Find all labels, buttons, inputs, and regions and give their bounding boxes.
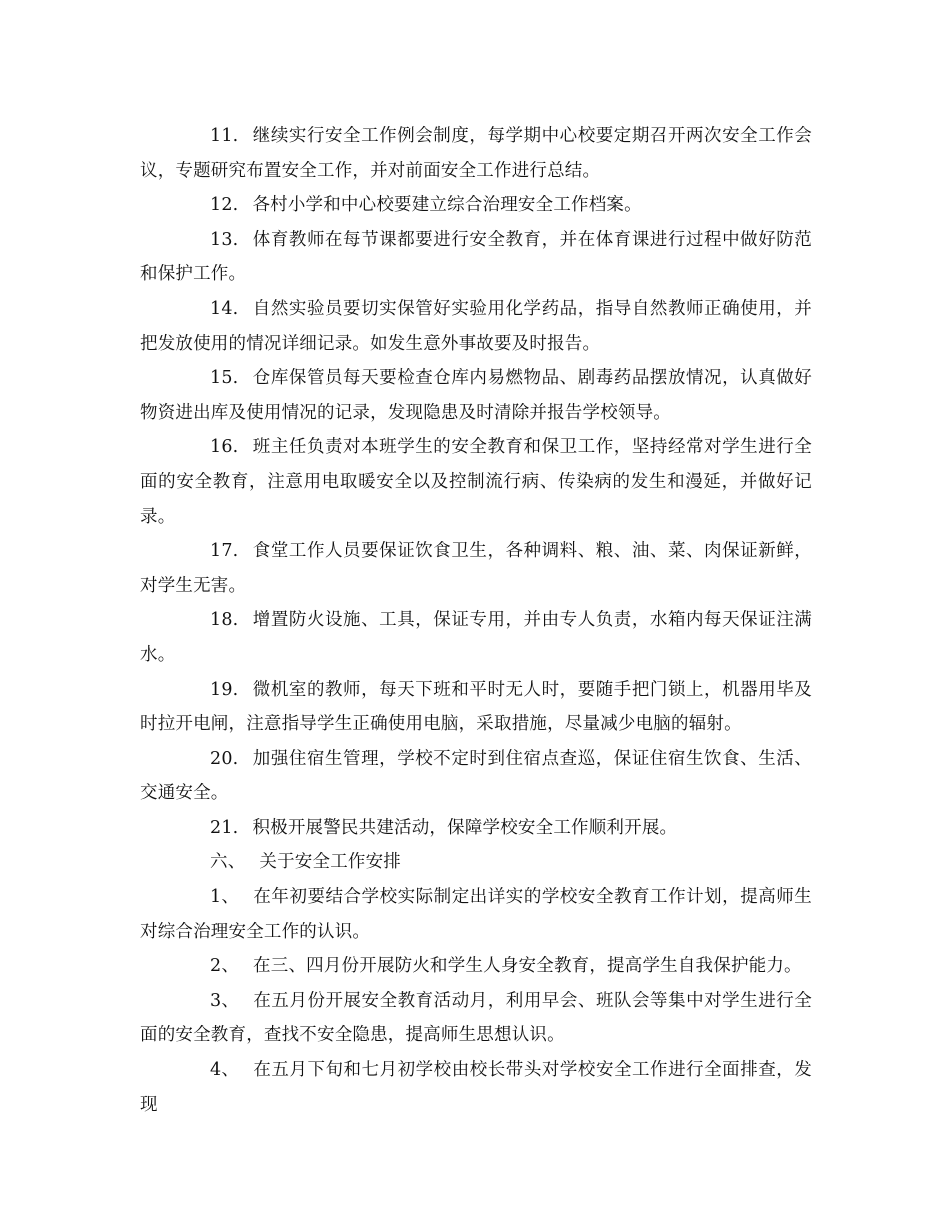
paragraph-number: 13. bbox=[210, 229, 239, 250]
paragraph-text: 积极开展警民共建活动，保障学校安全工作顺利开展。 bbox=[252, 817, 678, 838]
paragraph-item-18 bbox=[140, 603, 812, 672]
paragraph-text: 仓库保管员每天要检查仓库内易燃物品、剧毒药品摆放情况，认真做好物资进出库及使用情况的记录，发现隐患及时清除并报告学校领导。 bbox=[140, 368, 812, 423]
paragraph-number: 12. bbox=[210, 195, 239, 216]
paragraph-number: 16. bbox=[210, 437, 239, 458]
paragraph-text: 增置防火设施、工具，保证专用，并由专人负责，水箱内每天保证注满水。 bbox=[140, 610, 812, 665]
paragraph-item-20 bbox=[140, 742, 812, 811]
paragraph-number: 15. bbox=[210, 368, 239, 389]
paragraph-number: 19. bbox=[210, 679, 239, 700]
paragraph-text: 在五月下旬和七月初学校由校长带头对学校安全工作进行全面排查，发现 bbox=[140, 1060, 812, 1115]
paragraph-text: 继续实行安全工作例会制度，每学期中心校要定期召开两次安全工作会议，专题研究布置安全工作，并对前面安全工作进行总结。 bbox=[140, 126, 812, 181]
paragraph-item-12 bbox=[140, 188, 812, 223]
section-heading-6 bbox=[140, 845, 812, 880]
paragraph-number: 18. bbox=[210, 610, 239, 631]
paragraph-number: 11. bbox=[210, 126, 239, 146]
paragraph-item-19 bbox=[140, 673, 812, 742]
paragraph-item-21 bbox=[140, 811, 812, 846]
paragraph-item-15 bbox=[140, 361, 812, 430]
paragraph-text: 加强住宿生管理，学校不定时到住宿点查巡，保证住宿生饮食、生活、交通安全。 bbox=[140, 748, 812, 804]
document-body bbox=[140, 119, 812, 1122]
paragraph-item-16 bbox=[140, 430, 812, 534]
paragraph-item-14 bbox=[140, 292, 812, 361]
paragraph-number: 17. bbox=[210, 541, 239, 562]
paragraph-item-s4 bbox=[140, 1053, 812, 1122]
section-title: 关于安全工作安排 bbox=[259, 852, 402, 873]
paragraph-item-11 bbox=[140, 119, 812, 188]
paragraph-text: 在三、四月份开展防火和学生人身安全教育，提高学生自我保护能力。 bbox=[253, 956, 802, 977]
paragraph-text: 在五月份开展安全教育活动月，利用早会、班队会等集中对学生进行全面的安全教育，查找不安全隐患，提高师生思想认识。 bbox=[140, 990, 812, 1046]
paragraph-number: 21. bbox=[210, 817, 239, 838]
paragraph-number: 2、 bbox=[210, 956, 240, 977]
paragraph-number: 14. bbox=[210, 298, 239, 319]
paragraph-item-13 bbox=[140, 223, 812, 292]
paragraph-text: 食堂工作人员要保证饮食卫生，各种调料、粮、油、菜、肉保证新鲜，对学生无害。 bbox=[140, 541, 812, 596]
paragraph-number: 4、 bbox=[210, 1060, 240, 1081]
paragraph-number: 20. bbox=[210, 748, 239, 769]
paragraph-item-s2 bbox=[140, 949, 812, 984]
paragraph-text: 微机室的教师，每天下班和平时无人时，要随手把门锁上，机器用毕及时拉开电闸，注意指导学生正确使用电脑，采取措施，尽量减少电脑的辐射。 bbox=[140, 679, 812, 735]
paragraph-text: 在年初要结合学校实际制定出详实的学校安全教育工作计划，提高师生对综合治理安全工作的认识。 bbox=[140, 887, 812, 942]
paragraph-number: 1、 bbox=[210, 887, 240, 908]
paragraph-text: 各村小学和中心校要建立综合治理安全工作档案。 bbox=[252, 195, 642, 216]
paragraph-item-17 bbox=[140, 534, 812, 603]
paragraph-item-s1 bbox=[140, 880, 812, 949]
section-number: 六、 bbox=[210, 852, 246, 873]
paragraph-text: 自然实验员要切实保管好实验用化学药品，指导自然教师正确使用，并把发放使用的情况详细记录。如发生意外事故要及时报告。 bbox=[140, 298, 812, 354]
paragraph-item-s3 bbox=[140, 984, 812, 1053]
paragraph-text: 班主任负责对本班学生的安全教育和保卫工作，坚持经常对学生进行全面的安全教育，注意用电取暖安全以及控制流行病、传染病的发生和漫延，并做好记录。 bbox=[140, 437, 812, 527]
paragraph-text: 体育教师在每节课都要进行安全教育，并在体育课进行过程中做好防范和保护工作。 bbox=[140, 229, 812, 285]
paragraph-number: 3、 bbox=[210, 990, 240, 1011]
